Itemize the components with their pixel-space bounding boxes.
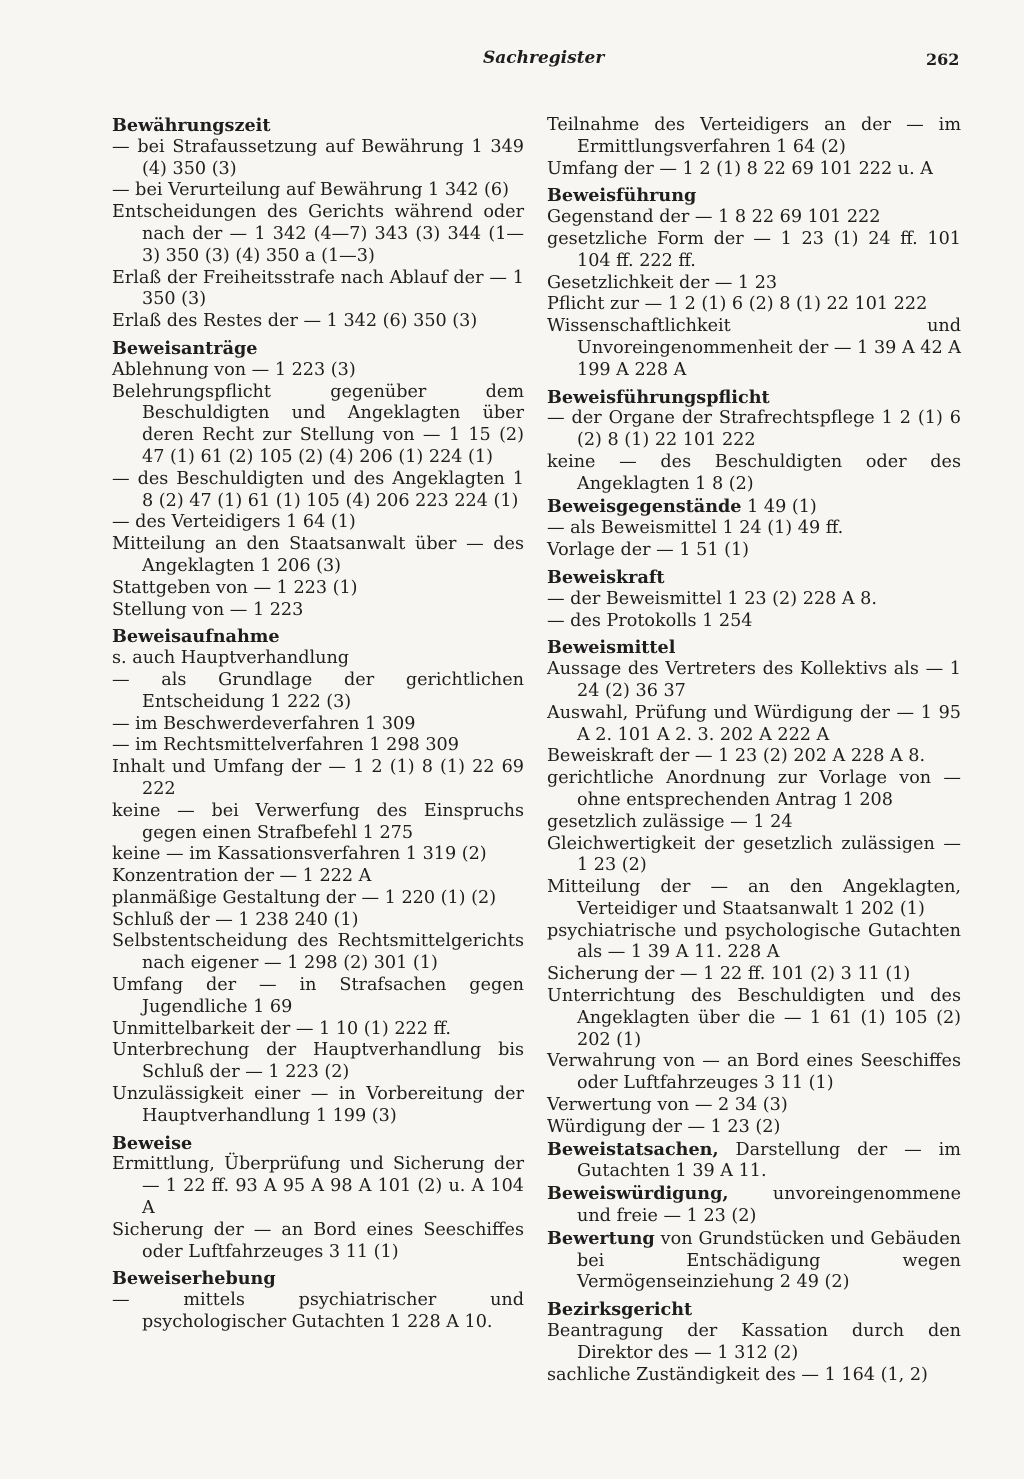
index-entry: Entscheidungen des Gerichts während oder nach der — 1 342 (4—7) 343 (3) 344 (1—3) 350 (3) (4) 350 a (1—3) <box>112 202 524 266</box>
index-entry: Gegenstand der — 1 8 22 69 101 222 <box>547 207 881 228</box>
index-entry: Stellung von — 1 223 <box>112 599 304 620</box>
index-entry: — im Beschwerdeverfahren 1 309 <box>112 713 416 734</box>
index-entry: sachliche Zuständigkeit des — 1 164 (1, 2) <box>547 1364 928 1385</box>
index-entry: Unterrichtung des Beschuldigten und des Angeklagten über die — 1 61 (1) 105 (2) 202 (1) <box>547 986 961 1050</box>
index-entry: Verwertung von — 2 34 (3) <box>547 1095 788 1116</box>
index-heading: Beweiskraft <box>547 566 665 588</box>
index-entry-with-heading <box>547 1183 961 1228</box>
index-heading: Bewährungszeit <box>112 115 271 136</box>
index-entry: Umfang der — in Strafsachen gegen Jugendliche 1 69 <box>112 975 524 1017</box>
index-heading: Bezirksgericht <box>547 1299 693 1321</box>
index-heading: Beweismittel <box>547 637 676 659</box>
page-number: 262 <box>926 50 960 69</box>
index-heading: Beweisführung <box>547 185 697 207</box>
index-entry: keine — im Kassationsverfahren 1 319 (2) <box>112 844 487 865</box>
index-entry: Wissenschaftlichkeit und Unvoreingenommenheit der — 1 39 A 42 A 199 A 228 A <box>547 316 961 380</box>
index-entry: — der Organe der Strafrechtspflege 1 2 (1) 6 (2) 8 (1) 22 101 222 <box>547 408 961 451</box>
index-entry: s. auch Hauptverhandlung <box>112 648 350 669</box>
index-entry: Sicherung der — an Bord eines Seeschiffes oder Luftfahrzeuges 3 11 (1) <box>112 1219 524 1262</box>
index-entry: Beweiskraft der — 1 23 (2) 202 A 228 A 8. <box>547 746 926 767</box>
index-entry-with-heading <box>547 496 961 519</box>
index-entry: Würdigung der — 1 23 (2) <box>547 1116 781 1137</box>
index-entry: Schluß der — 1 238 240 (1) <box>112 909 359 930</box>
running-title: Sachregister <box>483 48 605 68</box>
index-heading-lead: Beweiswürdigung, <box>547 1183 729 1205</box>
index-entry: Verwahrung von — an Bord eines Seeschiffes oder Luftfahrzeuges 3 11 (1) <box>547 1051 961 1094</box>
index-entry: Unzulässigkeit einer — in Vorbereitung der Hauptverhandlung 1 199 (3) <box>112 1084 524 1126</box>
index-entry: Sicherung der — 1 22 ff. 101 (2) 3 11 (1) <box>547 964 911 985</box>
index-entry: — als Beweismittel 1 24 (1) 49 ff. <box>547 518 844 539</box>
index-entry: — des Beschuldigten und des Angeklagten 1 8 (2) 47 (1) 61 (1) 105 (4) 206 223 224 (1) <box>112 468 524 511</box>
index-heading-lead: Beweistatsachen, <box>547 1138 719 1160</box>
index-entry: — im Rechtsmittelverfahren 1 298 309 <box>112 735 459 756</box>
index-heading: Beweisanträge <box>112 337 258 359</box>
index-entry: Ermittlung, Überprüfung und Sicherung der — 1 22 ff. 93 A 95 A 98 A 101 (2) u. A 104 A <box>112 1154 524 1219</box>
index-entry-text: von Grundstücken und Gebäuden bei Entschädigung wegen Vermögenseinziehung 2 49 (2) <box>577 1228 961 1293</box>
index-entry: Gleichwertigkeit der gesetzlich zulässigen — 1 23 (2) <box>547 833 961 876</box>
index-entry: Mitteilung an den Staatsanwalt über — des Angeklagten 1 206 (3) <box>112 534 524 576</box>
index-entry: Vorlage der — 1 51 (1) <box>547 540 750 561</box>
index-entry: planmäßige Gestaltung der — 1 220 (1) (2) <box>112 887 497 908</box>
index-entry: Beantragung der Kassation durch den Direktor des — 1 312 (2) <box>547 1321 961 1363</box>
index-entry: — des Protokolls 1 254 <box>547 610 753 631</box>
index-entry: Auswahl, Prüfung und Würdigung der — 1 95 A 2. 101 A 2. 3. 202 A 222 A <box>547 702 961 745</box>
index-heading: Beweisführungspflicht <box>547 386 770 408</box>
index-entry-with-heading <box>547 1228 961 1294</box>
index-entry: Gesetzlichkeit der — 1 23 <box>547 272 778 293</box>
index-entry: keine — des Beschuldigten oder des Angeklagten 1 8 (2) <box>547 451 961 494</box>
index-column-left <box>112 115 524 1334</box>
index-entry: psychiatrische und psychologische Gutachten als — 1 39 A 11. 228 A <box>547 920 961 963</box>
index-entry: keine — bei Verwerfung des Einspruchs gegen einen Strafbefehl 1 275 <box>112 800 524 843</box>
index-entry: Mitteilung der — an den Angeklagten, Verteidiger und Staatsanwalt 1 202 (1) <box>547 877 961 919</box>
index-entry: Erlaß der Freiheitsstrafe nach Ablauf der — 1 350 (3) <box>112 267 524 310</box>
index-entry: Pflicht zur — 1 2 (1) 6 (2) 8 (1) 22 101 222 <box>547 294 928 315</box>
index-entry-with-heading <box>547 1139 961 1184</box>
index-entry: Aussage des Vertreters des Kollektivs als — 1 24 (2) 36 37 <box>547 659 961 701</box>
index-entry: Erlaß des Restes der — 1 342 (6) 350 (3) <box>112 311 478 332</box>
index-entry: Unterbrechung der Hauptverhandlung bis Schluß der — 1 223 (2) <box>112 1040 524 1083</box>
index-entry: gesetzliche Form der — 1 23 (1) 24 ff. 101 104 ff. 222 ff. <box>547 228 961 271</box>
index-entry: — bei Verurteilung auf Bewährung 1 342 (6) <box>112 180 509 201</box>
index-entry: Ablehnung von — 1 223 (3) <box>112 359 356 380</box>
index-entry: gerichtliche Anordnung zur Vorlage von — ohne entsprechenden Antrag 1 208 <box>547 768 961 810</box>
index-heading: Beweisaufnahme <box>112 626 280 648</box>
index-entry: Selbstentscheidung des Rechtsmittelgerichts nach eigener — 1 298 (2) 301 (1) <box>112 931 524 974</box>
index-entry: Unmittelbarkeit der — 1 10 (1) 222 ff. <box>112 1018 451 1039</box>
index-entry: Inhalt und Umfang der — 1 2 (1) 8 (1) 22 69 222 <box>112 757 524 799</box>
index-entry: Teilnahme des Verteidigers an der — im Ermittlungsverfahren 1 64 (2) <box>547 115 961 157</box>
index-heading-lead: Bewertung <box>547 1227 655 1249</box>
index-column-right <box>547 115 961 1386</box>
index-entry-text: unvoreingenommene und freie — 1 23 (2) <box>577 1184 961 1227</box>
index-entry: Konzentration der — 1 222 A <box>112 866 372 887</box>
index-entry: — der Beweismittel 1 23 (2) 228 A 8. <box>547 588 877 609</box>
index-entry: — mittels psychiatrischer und psychologischer Gutachten 1 228 A 10. <box>112 1290 524 1333</box>
index-entry-text: 1 49 (1) <box>741 496 817 517</box>
index-entry: gesetzlich zulässige — 1 24 <box>547 811 793 832</box>
index-entry: Belehrungspflicht gegenüber dem Beschuldigten und Angeklagten über deren Recht zur Stellung von — 1 15 (2) 47 (1) 61 (2) 105 (2) (4) 206 (1) 224 (1) <box>112 381 524 467</box>
page-header <box>0 48 1024 78</box>
index-entry: — des Verteidigers 1 64 (1) <box>112 512 356 533</box>
index-heading: Beweise <box>112 1132 193 1154</box>
index-entry: — als Grundlage der gerichtlichen Entscheidung 1 222 (3) <box>112 669 524 712</box>
index-entry: Stattgeben von — 1 223 (1) <box>112 577 358 598</box>
index-entry: — bei Strafaussetzung auf Bewährung 1 349 (4) 350 (3) <box>112 136 524 179</box>
index-heading-lead: Beweisgegenstände <box>547 495 742 517</box>
index-entry-text: Darstellung der — im Gutachten 1 39 A 11. <box>577 1139 961 1182</box>
index-entry: Umfang der — 1 2 (1) 8 22 69 101 222 u. A <box>547 158 933 179</box>
index-heading: Beweiserhebung <box>112 1268 276 1290</box>
